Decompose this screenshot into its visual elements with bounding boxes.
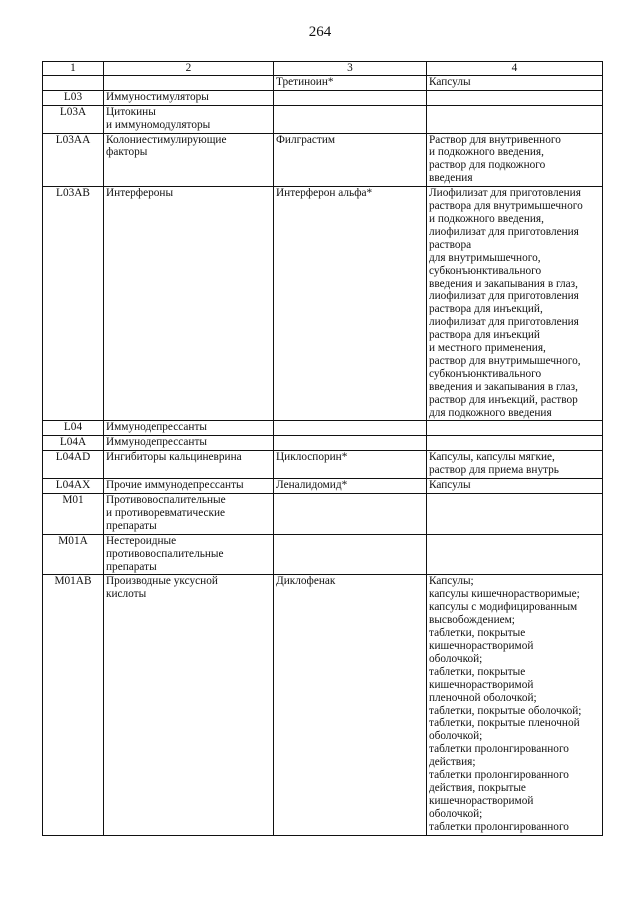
dosage-form-cell: Раствор для внутривенного и подкожного введения, раствор для подкожного введения — [427, 133, 603, 187]
drug-name-cell: Леналидомид* — [274, 479, 427, 494]
dosage-form-cell — [427, 436, 603, 451]
dosage-form-cell — [427, 421, 603, 436]
drug-name-cell: Интерферон альфа* — [274, 187, 427, 421]
atc-code-cell: L03AA — [43, 133, 104, 187]
drug-name-cell — [274, 90, 427, 105]
group-name-cell: Иммунодепрессанты — [104, 421, 274, 436]
group-name-cell: Иммуностимуляторы — [104, 90, 274, 105]
drug-name-cell: Третиноин* — [274, 75, 427, 90]
table-row — [43, 436, 603, 451]
drug-name-cell — [274, 494, 427, 535]
dosage-form-cell: Капсулы, капсулы мягкие, раствор для приема внутрь — [427, 451, 603, 479]
table-row — [43, 451, 603, 479]
group-name-cell: Ингибиторы кальциневрина — [104, 451, 274, 479]
page-number: 264 — [308, 24, 332, 40]
dosage-form-cell: Капсулы — [427, 479, 603, 494]
table-row — [43, 90, 603, 105]
group-name-cell: Противовоспалительные и противоревматические препараты — [104, 494, 274, 535]
group-name-cell: Иммунодепрессанты — [104, 436, 274, 451]
group-name-cell: Интерфероны — [104, 187, 274, 421]
group-name-cell: Цитокины и иммуномодуляторы — [104, 105, 274, 133]
group-name-cell: Колониестимулирующие факторы — [104, 133, 274, 187]
atc-code-cell: M01A — [43, 534, 104, 575]
drug-name-cell: Филграстим — [274, 133, 427, 187]
atc-code-cell: L04AD — [43, 451, 104, 479]
atc-code-cell: L03AB — [43, 187, 104, 421]
column-number-3: 3 — [274, 62, 427, 76]
dosage-form-cell — [427, 534, 603, 575]
table-row — [43, 479, 603, 494]
atc-code-cell: L04AX — [43, 479, 104, 494]
table-row — [43, 187, 603, 421]
table-row — [43, 133, 603, 187]
drug-name-cell — [274, 421, 427, 436]
atc-code-cell: L04 — [43, 421, 104, 436]
dosage-form-cell: Капсулы; капсулы кишечнорастворимые; капсулы с модифицированным высвобождением; таблетки, покрытые кишечнорастворимой оболочкой; таблетки, покрытые кишечнорастворимой пленочной оболочкой; таблетки, покрытые оболочкой; таблетки, покрытые пленочной оболочкой; таблетки пролонгированного действия; таблетки пролонгированного действия, покрытые кишечнорастворимой оболочкой; таблетки пролонгированного — [427, 575, 603, 835]
table-row — [43, 494, 603, 535]
drug-name-cell: Диклофенак — [274, 575, 427, 835]
atc-code-cell: L04A — [43, 436, 104, 451]
atc-code-cell — [43, 75, 104, 90]
group-name-cell: Производные уксусной кислоты — [104, 575, 274, 835]
dosage-form-cell — [427, 90, 603, 105]
dosage-form-cell — [427, 494, 603, 535]
table-row — [43, 575, 603, 835]
drug-name-cell — [274, 436, 427, 451]
atc-code-cell: M01 — [43, 494, 104, 535]
atc-code-cell: M01AB — [43, 575, 104, 835]
drug-name-cell — [274, 105, 427, 133]
group-name-cell — [104, 75, 274, 90]
column-number-4: 4 — [427, 62, 603, 76]
group-name-cell: Нестероидные противовоспалительные препараты — [104, 534, 274, 575]
table-row — [43, 75, 603, 90]
column-number-row — [43, 62, 603, 76]
dosage-form-cell — [427, 105, 603, 133]
atc-code-cell: L03A — [43, 105, 104, 133]
drug-table — [42, 61, 603, 836]
group-name-cell: Прочие иммунодепрессанты — [104, 479, 274, 494]
table-row — [43, 534, 603, 575]
dosage-form-cell: Лиофилизат для приготовления раствора для внутримышечного и подкожного введения, лиофилизат для приготовления раствора для внутримышечного, субконъюнктивального введения и закапывания в глаз, лиофилизат для приготовления раствора для инъекций, лиофилизат для приготовления раствора для инъекций и местного применения, раствор для внутримышечного, субконъюнктивального введения и закапывания в глаз, раствор для инъекций, раствор для подкожного введения — [427, 187, 603, 421]
column-number-1: 1 — [43, 62, 104, 76]
drug-name-cell: Циклоспорин* — [274, 451, 427, 479]
drug-name-cell — [274, 534, 427, 575]
atc-code-cell: L03 — [43, 90, 104, 105]
dosage-form-cell: Капсулы — [427, 75, 603, 90]
column-number-2: 2 — [104, 62, 274, 76]
table-row — [43, 105, 603, 133]
table-row — [43, 421, 603, 436]
